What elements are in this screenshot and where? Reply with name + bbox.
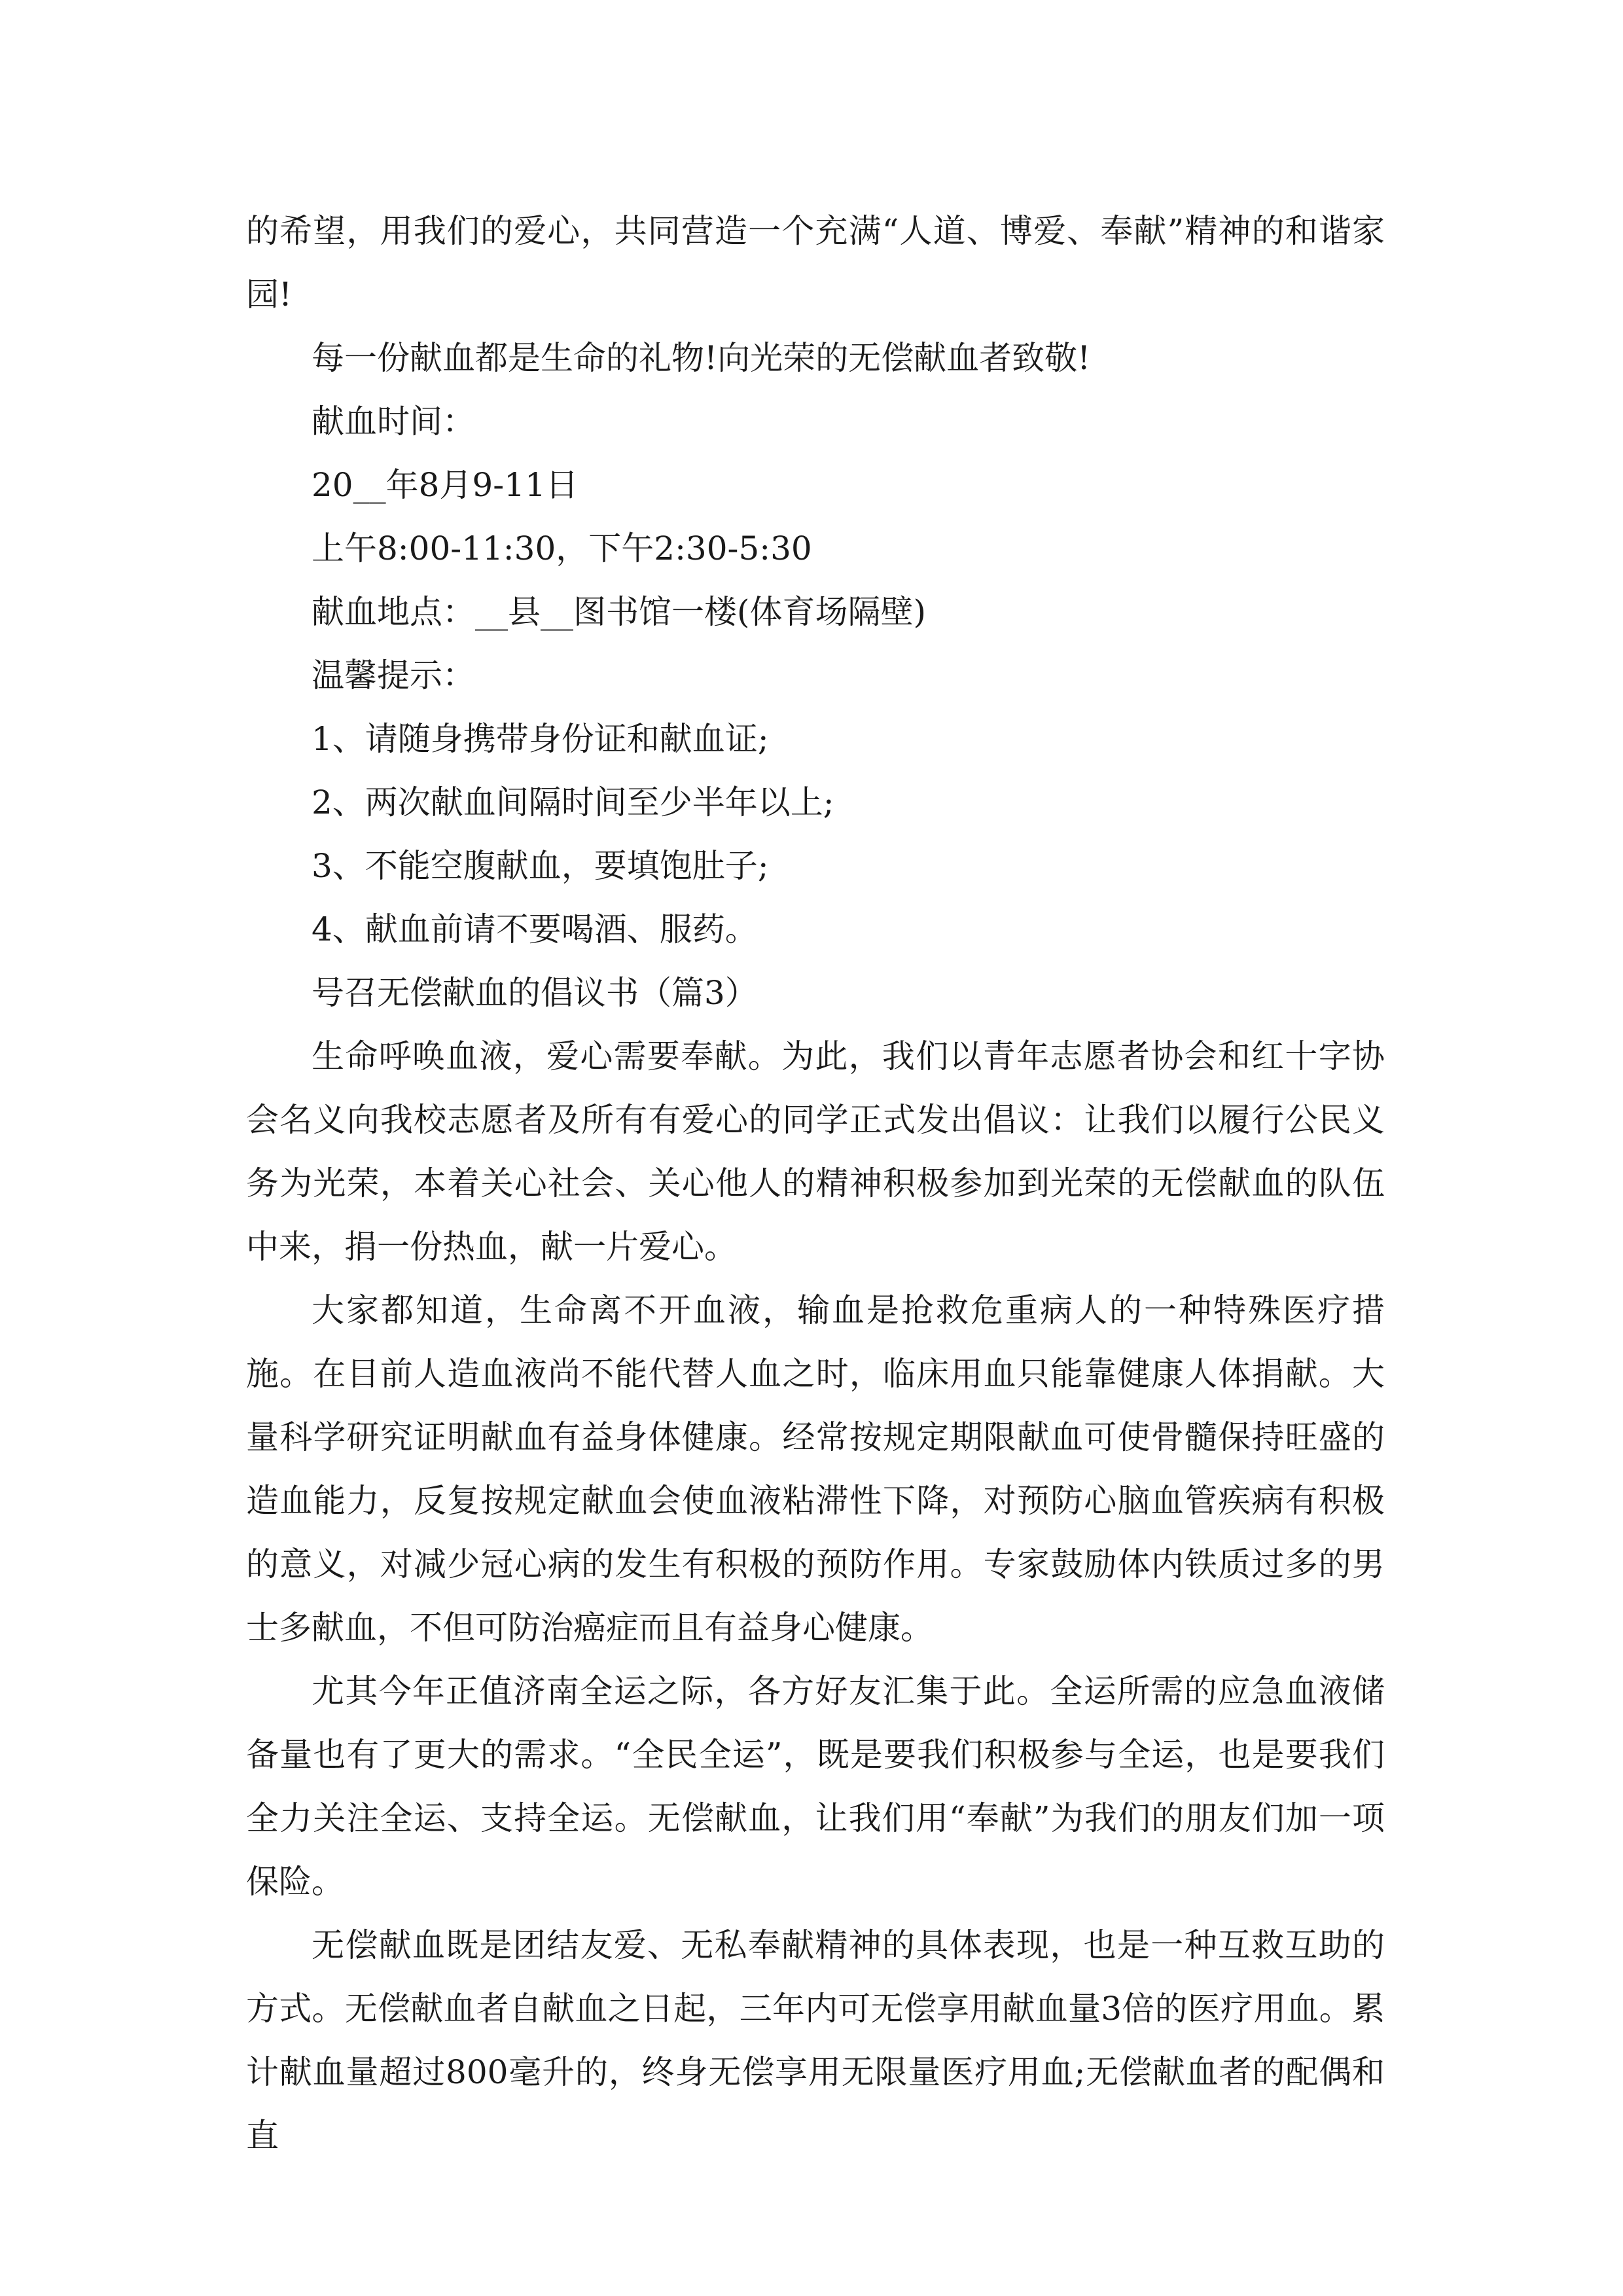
body-paragraph: 生命呼唤血液，爱心需要奉献。为此，我们以青年志愿者协会和红十字协会名义向我校志愿者及所有有爱心的同学正式发出倡议：让我们以履行公民义务为光荣，本着关心社会、关心他人的精神积极参加到光荣的无偿献血的队伍中来，捐一份热血，献一片爱心。 bbox=[246, 1037, 1385, 1266]
tip-item: 1、请随身携带身份证和献血证; bbox=[312, 720, 769, 758]
time-date: 20__年8月9-11日 bbox=[312, 466, 579, 504]
tip-item: 2、两次献血间隔时间至少半年以上; bbox=[312, 783, 834, 821]
gift-line: 每一份献血都是生命的礼物!向光荣的无偿献血者致敬! bbox=[312, 339, 1091, 377]
tip-item: 3、不能空腹献血，要填饱肚子; bbox=[312, 847, 769, 885]
document-body bbox=[246, 200, 1385, 2168]
body-paragraph: 无偿献血既是团结友爱、无私奉献精神的具体表现，也是一种互救互助的方式。无偿献血者自献血之日起，三年内可无偿享用献血量3倍的医疗用血。累计献血量超过800毫升的，终身无偿享用无限量医疗用血;无偿献血者的配偶和直 bbox=[246, 1926, 1385, 2155]
continuation-paragraph: 的希望，用我们的爱心，共同营造一个充满“人道、博爱、奉献”精神的和谐家园! bbox=[246, 212, 1385, 314]
time-label: 献血时间： bbox=[312, 403, 475, 440]
time-hours: 上午8:00-11:30，下午2:30-5:30 bbox=[312, 529, 812, 567]
tips-label: 温馨提示： bbox=[312, 656, 475, 694]
location-line: 献血地点：__县__图书馆一楼(体育场隔壁) bbox=[312, 593, 927, 631]
section-title: 号召无偿献血的倡议书（篇3） bbox=[312, 974, 758, 1012]
body-paragraph: 尤其今年正值济南全运之际，各方好友汇集于此。全运所需的应急血液储备量也有了更大的需求。“全民全运”，既是要我们积极参与全运，也是要我们全力关注全运、支持全运。无偿献血，让我们用“奉献”为我们的朋友们加一项保险。 bbox=[246, 1672, 1385, 1901]
body-paragraph: 大家都知道，生命离不开血液，输血是抢救危重病人的一种特殊医疗措施。在目前人造血液尚不能代替人血之时，临床用血只能靠健康人体捐献。大量科学研究证明献血有益身体健康。经常按规定期限献血可使骨髓保持旺盛的造血能力，反复按规定献血会使血液粘滞性下降，对预防心脑血管疾病有积极的意义，对减少冠心病的发生有积极的预防作用。专家鼓励体内铁质过多的男士多献血，不但可防治癌症而且有益身心健康。 bbox=[246, 1291, 1385, 1647]
tip-item: 4、献血前请不要喝酒、服药。 bbox=[312, 910, 758, 948]
